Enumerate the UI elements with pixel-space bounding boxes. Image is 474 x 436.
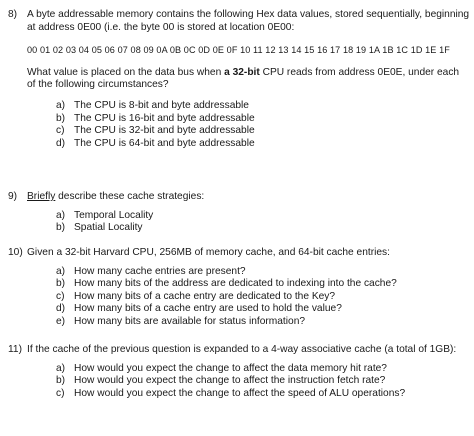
intro-rest: describe these cache strategies: xyxy=(55,191,205,202)
question-10-intro: Given a 32-bit Harvard CPU, 256MB of memory cache, and 64-bit cache entries: xyxy=(27,247,390,258)
item-label: c) xyxy=(56,125,65,137)
item-label: a) xyxy=(56,362,66,374)
item-label: b) xyxy=(56,278,66,290)
list-item xyxy=(56,363,470,376)
question-9-intro xyxy=(27,191,470,204)
question-11-subitems xyxy=(8,363,470,401)
list-item xyxy=(56,388,470,401)
list-item xyxy=(56,100,470,113)
list-item xyxy=(56,222,470,235)
list-item xyxy=(56,278,470,291)
underlined-word: Briefly xyxy=(27,191,56,202)
item-text: The CPU is 16-bit and byte addressable xyxy=(74,112,255,124)
item-text: Temporal Locality xyxy=(74,209,154,221)
item-text: How many bits of a cache entry are used to hold the value? xyxy=(74,303,342,315)
question-11-intro: If the cache of the previous question is expanded to a 4-way associative cache (a total of 1GB): xyxy=(27,344,457,355)
list-item xyxy=(56,138,470,151)
item-label: a) xyxy=(56,265,66,277)
item-text: Spatial Locality xyxy=(74,222,143,234)
item-text: How would you expect the change to affect the speed of ALU operations? xyxy=(74,387,406,399)
item-label: d) xyxy=(56,137,66,149)
list-item xyxy=(56,125,470,138)
question-8-subitems xyxy=(8,100,470,150)
question-8-prompt xyxy=(8,67,470,92)
prompt-bold-text: a 32-bit xyxy=(224,66,260,78)
item-text: The CPU is 64-bit and byte addressable xyxy=(74,137,255,149)
item-label: e) xyxy=(56,315,66,327)
list-item xyxy=(56,375,470,388)
question-8 xyxy=(8,9,470,150)
list-item xyxy=(56,113,470,126)
question-9 xyxy=(8,191,470,235)
question-11-header xyxy=(8,344,470,357)
item-label: b) xyxy=(56,112,66,124)
item-text: How many bits of a cache entry are dedicated to the Key? xyxy=(74,290,336,302)
prompt-text-after: CPU reads from address 0E0E, under each of the following circumstances? xyxy=(27,66,460,91)
list-item xyxy=(56,210,470,223)
question-number: 11) xyxy=(8,344,22,355)
list-item xyxy=(56,316,470,329)
item-text: How would you expect the change to affect the instruction fetch rate? xyxy=(74,375,386,387)
question-11 xyxy=(8,344,470,400)
question-9-header xyxy=(8,191,470,204)
question-10-header xyxy=(8,247,470,260)
question-8-header xyxy=(8,9,470,34)
item-label: c) xyxy=(56,387,65,399)
item-text: The CPU is 8-bit and byte addressable xyxy=(74,99,249,111)
question-number: 8) xyxy=(8,9,18,20)
question-10 xyxy=(8,247,470,329)
item-text: The CPU is 32-bit and byte addressable xyxy=(74,125,255,137)
item-text: How many bits are available for status information? xyxy=(74,315,306,327)
item-label: b) xyxy=(56,375,66,387)
item-text: How many bits of the address are dedicated to indexing into the cache? xyxy=(74,278,397,290)
hex-data-values: 00 01 02 03 04 05 06 07 08 09 0A 0B 0C 0D 0E 0F 10 11 12 13 14 15 16 17 18 19 1A 1B 1C 1D 1E 1F xyxy=(27,45,450,56)
question-number: 10) xyxy=(8,247,23,258)
item-label: a) xyxy=(56,209,66,221)
prompt-text-before: What value is placed on the data bus when xyxy=(27,66,225,78)
item-text: How would you expect the change to affect the data memory hit rate? xyxy=(74,362,387,374)
list-item xyxy=(56,303,470,316)
list-item xyxy=(56,266,470,279)
question-9-subitems xyxy=(8,210,470,235)
item-label: b) xyxy=(56,222,66,234)
question-8-intro: A byte addressable memory contains the following Hex data values, stored sequentially, beginning at address 0E00 (i.e. the byte 00 is stored at location 0E00: xyxy=(27,9,470,33)
item-label: a) xyxy=(56,99,66,111)
question-10-subitems xyxy=(8,266,470,329)
question-number: 9) xyxy=(8,191,18,202)
list-item xyxy=(56,291,470,304)
item-label: d) xyxy=(56,303,66,315)
item-label: c) xyxy=(56,290,65,302)
item-text: How many cache entries are present? xyxy=(74,265,246,277)
